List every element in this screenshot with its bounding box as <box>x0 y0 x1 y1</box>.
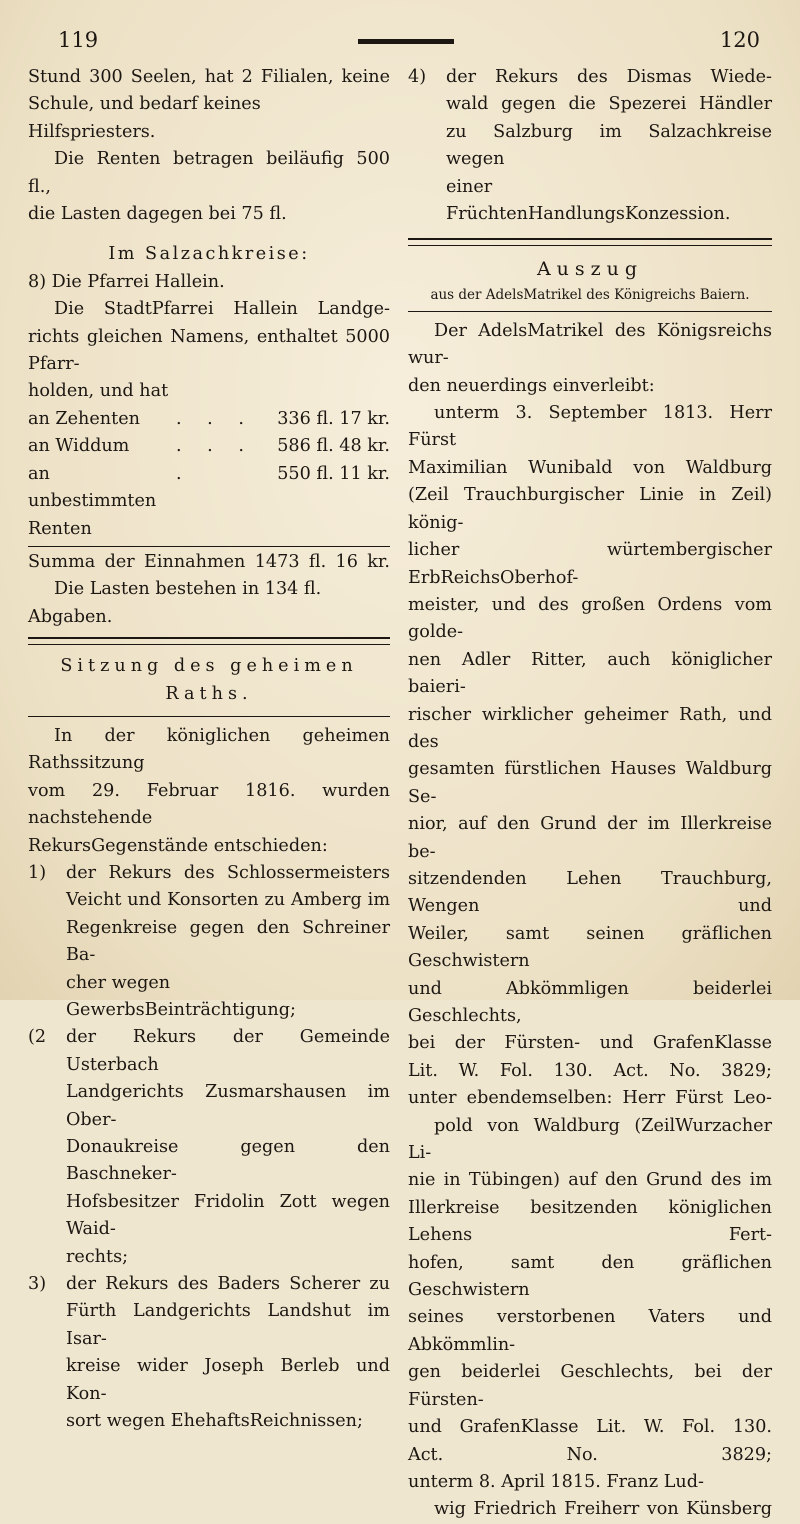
text-line: den neuerdings einverleibt: <box>408 375 655 396</box>
text-line: seines verstorbenen Vaters und Abkömmlin- <box>408 1307 772 1355</box>
heading-rule <box>28 716 390 717</box>
ledger-row: an Zehenten . . . 336 fl. 17 kr. <box>28 408 390 429</box>
text-line: (Zeil Trauchburgischer Linie in Zeil) könig- <box>408 485 772 533</box>
text-line: rischer wirklicher geheimer Rath, und des <box>408 704 772 752</box>
section-rule <box>28 637 390 645</box>
extract-heading: Auszug <box>536 258 644 281</box>
parish-title: 8) Die Pfarrei Hallein. <box>28 271 225 292</box>
list-item: (2 der Rekurs der Gemeinde Usterbach Landgerichts Zusmarshausen im Ober- Donaukreise gegen den Baschneker- Hofsbesitzer Fridolin Zott wegen Waid- rechts; <box>28 1027 390 1267</box>
text-line: unterm 8. April 1815. Franz Lud- <box>408 1471 704 1492</box>
text-line: Die Renten betragen beiläufig 500 fl., <box>28 149 390 197</box>
text-line: nen Adler Ritter, auch königlicher baieri- <box>408 649 772 698</box>
text-line: pold von Waldburg (ZeilWurzacher Li- <box>408 1115 772 1164</box>
session-heading: Sitzung des geheimen Raths. <box>60 656 358 704</box>
text-line: und GrafenKlasse Lit. W. Fol. 130. <box>408 1417 772 1438</box>
text-line: gen beiderlei Geschlechts, bei der Fürsten- <box>408 1362 772 1410</box>
text-line: Maximilian Wunibald von Waldburg <box>408 457 772 478</box>
text-line: Stund 300 Seelen, hat 2 Filialen, keine <box>28 67 390 87</box>
text-line: nie in Tübingen) auf den Grund des im <box>408 1170 772 1191</box>
text-line: Die Lasten bestehen in 134 fl. Abgaben. <box>28 579 322 627</box>
text-line: wig Friedrich Freiherr von Künsberg <box>434 1499 772 1520</box>
text-line: gesamten fürstlichen Hauses Waldburg Se- <box>408 759 772 807</box>
text-line: Lit. W. Fol. 130. Act. No. 3829; <box>408 1060 772 1081</box>
left-column <box>28 64 390 1436</box>
header-rule <box>358 39 454 44</box>
right-column <box>408 64 772 1524</box>
extract-subheading: aus der AdelsMatrikel des Königreichs Baiern. <box>430 286 750 303</box>
list-item: 1) der Rekurs des Schlossermeisters Veicht und Konsorten zu Amberg im Regenkreise gegen den Schreiner Ba- cher wegen GewerbsBeinträchtigung; <box>28 862 390 1020</box>
text-line: und Abkömmligen beiderlei Geschlechts, <box>408 978 772 1026</box>
text-line: unter ebendemselben: Herr Fürst Leo- <box>408 1088 772 1109</box>
sum-line: Summa der Einnahmen 1473 fl. 16 kr. <box>28 551 390 572</box>
list-item: 4) der Rekurs des Dismas Wiede- wald gegen die Spezerei Händler zu Salzburg im Salzachkreise wegen einer FrüchtenHandlungsKonzession. <box>408 67 772 225</box>
text-line: unterm 3. September 1813. Herr Fürst <box>408 403 772 451</box>
ledger-row: an unbestimmten Renten . 550 fl. 11 kr. <box>28 463 390 539</box>
section-heading: Im Salzachkreise: <box>108 244 310 265</box>
text-line: sitzendenden Lehen Trauchburg, Wengen und <box>408 868 772 917</box>
sum-rule <box>28 546 390 547</box>
text-line: bei der Fürsten- und GrafenKlasse <box>408 1033 772 1054</box>
text-line: richts gleichen Namens, enthaltet 5000 Pfarr- <box>28 326 390 375</box>
page-number-right: 120 <box>719 28 760 52</box>
section-rule <box>408 238 772 246</box>
text-line: RekursGegenstände entschieden: <box>28 835 328 856</box>
text-line: nior, auf den Grund der im Illerkreise be- <box>408 814 772 862</box>
text-line: Der AdelsMatrikel des Königsreichs wur- <box>408 320 772 369</box>
list-item: 3) der Rekurs des Baders Scherer zu Fürth Landgerichts Landshut im Isar- kreise wider Joseph Berleb und Kon- sort wegen EhehaftsReichnissen; <box>28 1274 390 1432</box>
text-line: Schule, und bedarf keines Hilfspriesters. <box>28 94 261 142</box>
text-line: Illerkreise besitzenden königlichen Lehens Fert- <box>408 1197 772 1246</box>
ledger-row: an Widdum . . . 586 fl. 48 kr. <box>28 436 390 457</box>
text-line: hofen, samt den gräflichen Geschwistern <box>408 1252 772 1301</box>
page-number-left: 119 <box>58 28 99 52</box>
text-line: meister, und des großen Ordens vom golde- <box>408 594 772 643</box>
text-line: die Lasten dagegen bei 75 fl. <box>28 204 287 225</box>
text-line: licher würtembergischer ErbReichsOberhof- <box>408 540 772 588</box>
text-line: In der königlichen geheimen Rathssitzung <box>28 725 390 774</box>
text-line: Die StadtPfarrei Hallein Landge- <box>54 299 390 320</box>
text-line: vom 29. Februar 1816. wurden nachstehende <box>28 780 390 829</box>
text-line: holden, und hat <box>28 381 169 402</box>
text-line: Weiler, samt seinen gräflichen Geschwistern <box>408 923 772 972</box>
text-line: Act. No. 3829; <box>408 1444 772 1465</box>
heading-rule <box>408 311 772 312</box>
